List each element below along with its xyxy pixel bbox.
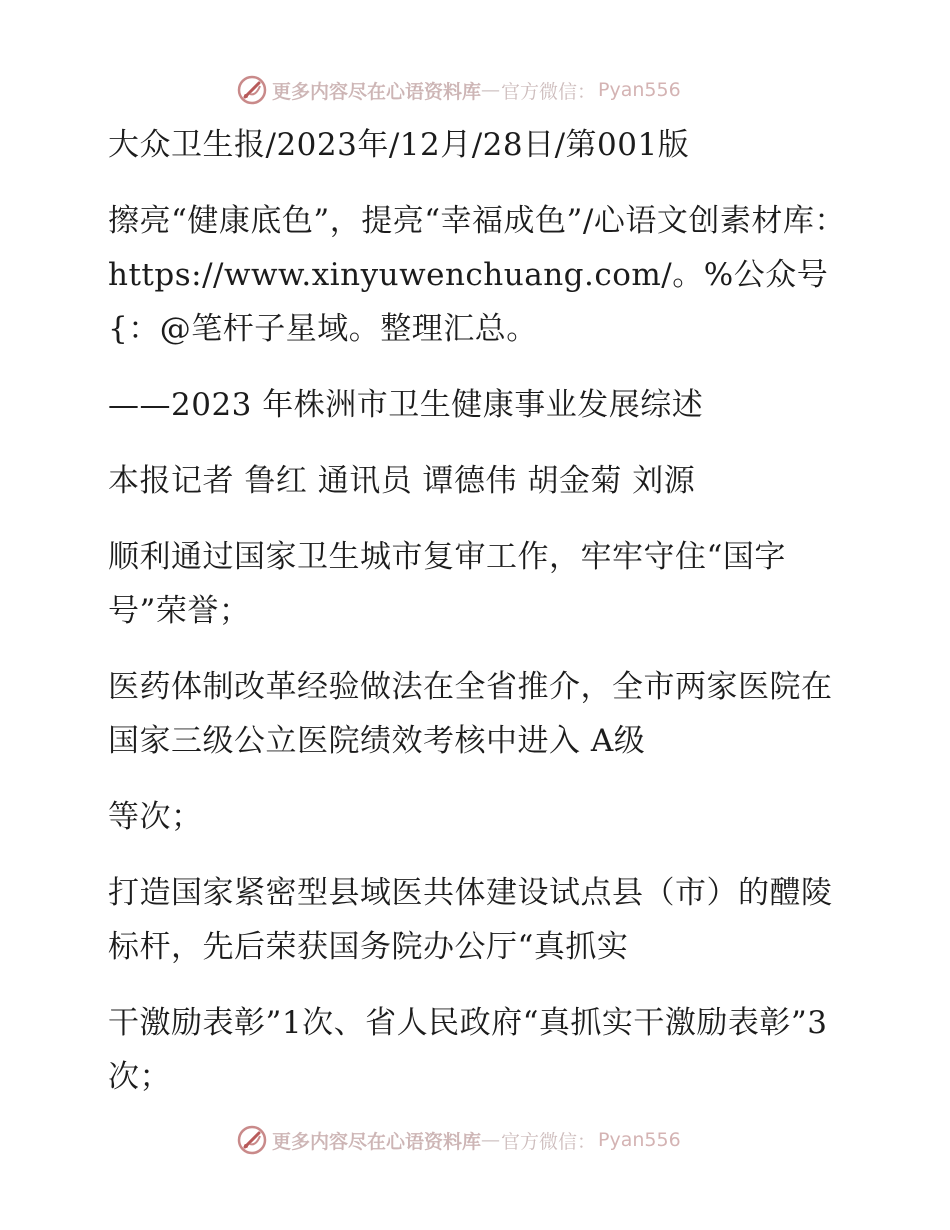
paragraph: 等次；: [108, 799, 203, 835]
quill-logo-icon: [236, 74, 268, 106]
watermark-wechat-id: Pyan556: [598, 1129, 681, 1151]
article-body: [98, 118, 853, 1104]
article-title: 擦亮“健康底色”，提亮“幸福成色”/心语文创素材库：https://www.xinyuwenchuang.com/。%公众号{：@笔杆子星域。整理汇总。: [108, 203, 846, 347]
newspaper-source-line: 大众卫生报/2023年/12月/28日/第001版: [108, 127, 690, 163]
watermark-main-text: 更多内容尽在心语资料库: [272, 1130, 482, 1153]
quill-logo-icon: [236, 1124, 268, 1156]
article-subtitle: ——2023 年株洲市卫生健康事业发展综述: [108, 387, 704, 423]
paragraph: 医药体制改革经验做法在全省推介，全市两家医院在国家三级公立医院绩效考核中进入 A级: [108, 669, 833, 759]
paragraph: 干激励表彰”1次、省人民政府“真抓实干激励表彰”3次；: [108, 1005, 828, 1095]
watermark-wechat-id: Pyan556: [598, 79, 681, 101]
watermark-dash: —: [481, 1129, 500, 1151]
watermark-dash: —: [481, 79, 500, 101]
watermark-main-text: 更多内容尽在心语资料库: [272, 80, 482, 103]
watermark-side-text: 官方微信：: [501, 1130, 597, 1153]
paragraph: 顺利通过国家卫生城市复审工作，牢牢守住“国字号”荣誉；: [108, 539, 786, 629]
watermark-header: [236, 72, 716, 108]
watermark-side-text: 官方微信：: [501, 80, 597, 103]
byline: 本报记者 鲁红 通讯员 谭德伟 胡金菊 刘源: [108, 463, 696, 499]
paragraph: 打造国家紧密型县域医共体建设试点县（市）的醴陵标杆，先后荣获国务院办公厅“真抓实: [108, 875, 833, 965]
watermark-footer: [236, 1122, 716, 1158]
